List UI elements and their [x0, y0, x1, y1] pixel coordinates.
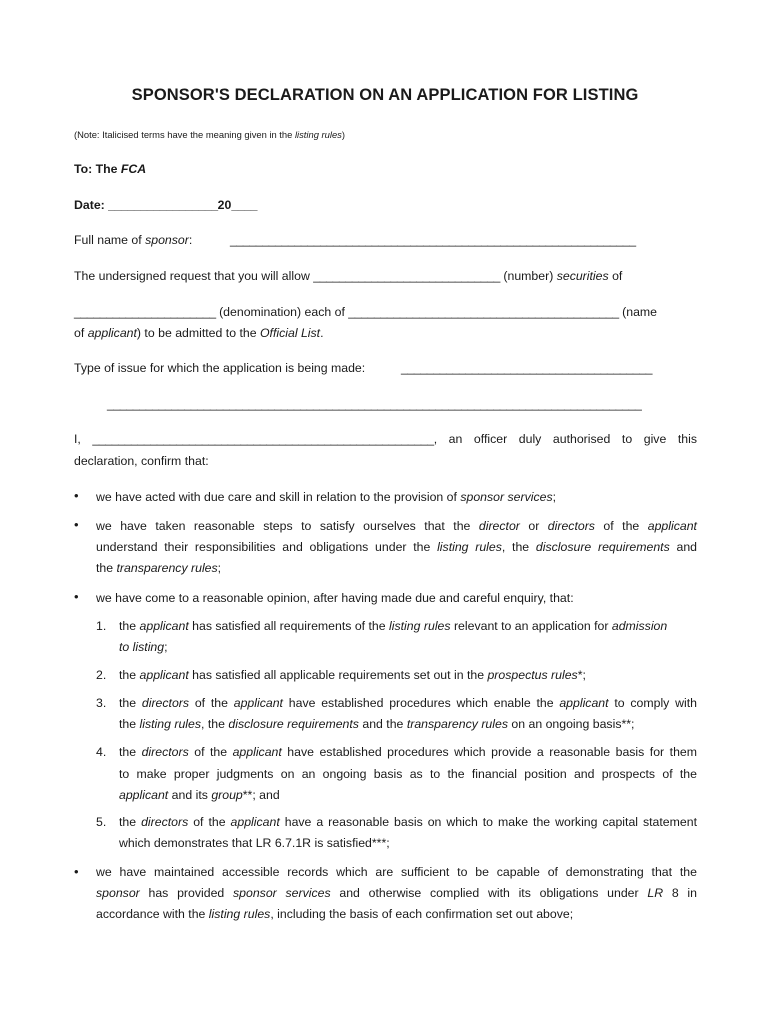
bullet-icon: • [74, 864, 79, 879]
denomination-field[interactable]: ______________________ [74, 305, 216, 319]
denomination-line: ______________________ (denomination) each of __________________________________________ (name [74, 305, 658, 319]
item-2-line-1: the applicant has satisfied all applicable requirements set out in the prospectus rules*; [119, 668, 586, 682]
bullet-4-line-2: sponsor has provided sponsor services and otherwise complied with its obligations under LR 8 in [96, 886, 697, 900]
officer-name-field[interactable]: _____________________________________________________ [92, 432, 434, 446]
italics-note: (Note: Italicised terms have the meaning given in the listing rules) [74, 129, 345, 140]
applicant-name-field[interactable]: __________________________________________ [348, 305, 619, 319]
item-3-line-1: the directors of the applicant have established procedures which enable the applicant to comply with [119, 696, 697, 710]
document-title: SPONSOR'S DECLARATION ON AN APPLICATION FOR LISTING [131, 86, 639, 104]
sponsor-name-label: Full name of sponsor: [74, 233, 193, 247]
bullet-4-line-1: we have maintained accessible records which are sufficient to be capable of demonstrating that the [96, 865, 697, 879]
number-field[interactable]: _____________________________ [313, 269, 500, 283]
item-4-line-1: the directors of the applicant have established procedures which provide a reasonable basis for them [119, 745, 697, 759]
item-number: 5. [96, 815, 107, 829]
officer-line-2: declaration, confirm that: [74, 454, 209, 468]
item-1-line-2: to listing; [119, 640, 168, 654]
issue-type-field-2[interactable]: ___________________________________________________________________________________ [107, 397, 642, 411]
bullet-icon: • [74, 488, 79, 503]
item-5-line-2: which demonstrates that LR 6.7.1R is satisfied***; [119, 836, 390, 850]
bullet-1-text: we have acted with due care and skill in relation to the provision of sponsor services; [96, 490, 557, 504]
item-3-line-2: the listing rules, the disclosure requirements and the transparency rules on an ongoing basis**; [119, 717, 635, 731]
bullet-2-line-1: we have taken reasonable steps to satisfy ourselves that the director or directors of the applicant [96, 519, 697, 533]
bullet-2-line-2: understand their responsibilities and obligations under the listing rules, the disclosure requirements and [96, 540, 697, 554]
item-number: 2. [96, 668, 107, 682]
item-1-line-1: the applicant has satisfied all requirements of the listing rules relevant to an application for admission [119, 619, 668, 633]
item-number: 3. [96, 696, 107, 710]
issue-type-field[interactable]: _______________________________________ [401, 361, 653, 375]
date-field[interactable]: Date: _________________20____ [74, 198, 258, 212]
addressee: To: The FCA [74, 162, 147, 176]
officer-line: I, _____________________________________________________, an officer duly authorised to give this [74, 432, 698, 446]
bullet-2-line-3: the transparency rules; [96, 561, 222, 575]
item-4-line-2: to make proper judgments on an ongoing basis as to the financial position and prospects of the [119, 767, 697, 781]
applicant-admission-line: of applicant) to be admitted to the Official List. [74, 326, 324, 340]
item-4-line-3: applicant and its group**; and [119, 788, 280, 802]
request-line: The undersigned request that you will allow _____________________________ (number) securities of [74, 269, 623, 283]
bullet-4-line-3: accordance with the listing rules, including the basis of each confirmation set out above; [96, 907, 574, 921]
sponsor-name-field[interactable]: _______________________________________________________________ [230, 233, 636, 247]
item-number: 4. [96, 745, 107, 759]
item-5-line-1: the directors of the applicant have a reasonable basis on which to make the working capital statement [119, 815, 697, 829]
issue-type-label: Type of issue for which the application is being made: [74, 361, 366, 375]
bullet-3-text: we have come to a reasonable opinion, after having made due and careful enquiry, that: [96, 591, 574, 605]
item-number: 1. [96, 619, 107, 633]
bullet-icon: • [74, 589, 79, 604]
bullet-icon: • [74, 517, 79, 532]
